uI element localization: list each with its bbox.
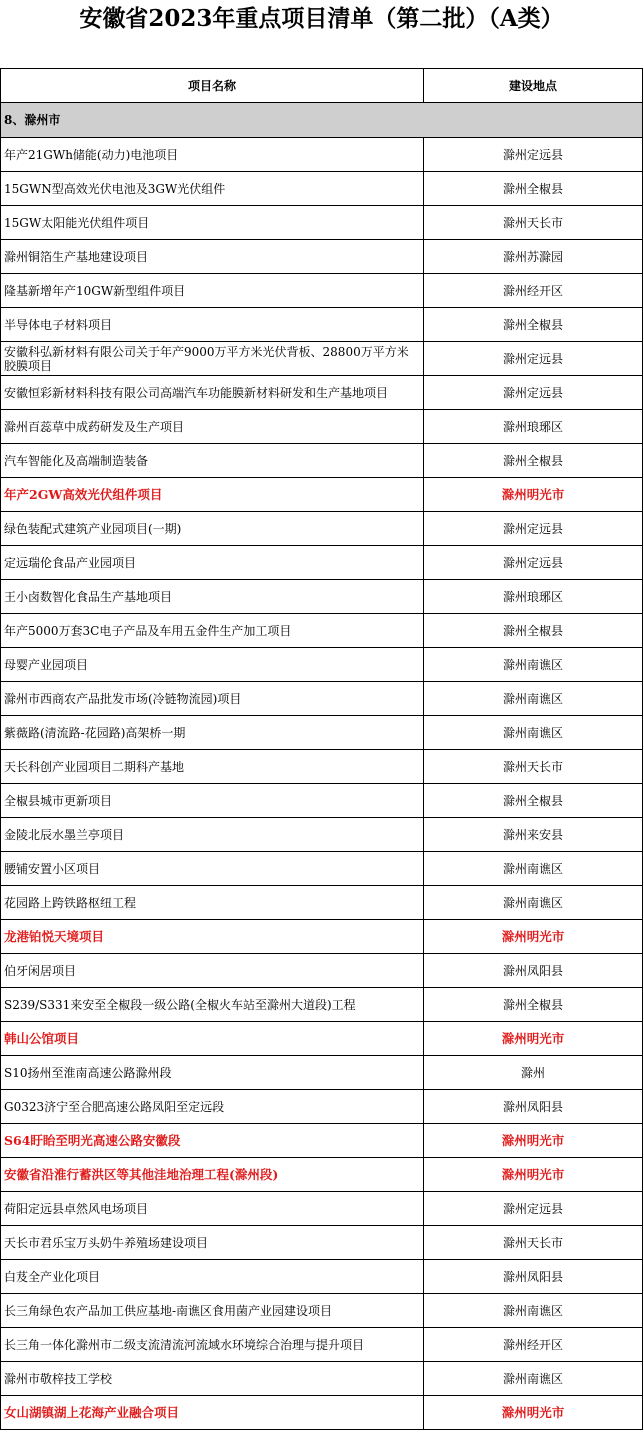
project-name-cell: 王小卤数智化食品生产基地项目 [1, 580, 424, 613]
project-name-cell: 滁州市西商农产品批发市场(冷链物流园)项目 [1, 682, 424, 715]
table-header-row [1, 69, 643, 103]
table-row [1, 172, 643, 206]
project-name-cell: 龙港铂悦天境项目 [1, 920, 424, 953]
table-row [1, 342, 643, 376]
project-name-cell: 荷阳定远县卓然风电场项目 [1, 1192, 424, 1225]
location-cell: 滁州南谯区 [424, 648, 643, 681]
table-row [1, 1328, 643, 1362]
project-name-cell: 滁州铜箔生产基地建设项目 [1, 240, 424, 273]
location-cell: 滁州定远县 [424, 342, 643, 375]
table-row [1, 376, 643, 410]
table-row [1, 1396, 643, 1430]
table-row [1, 580, 643, 614]
project-name-cell: 伯牙闲居项目 [1, 954, 424, 987]
location-cell: 滁州天长市 [424, 206, 643, 239]
table-row [1, 1294, 643, 1328]
table-row [1, 478, 643, 512]
location-cell: 滁州南谯区 [424, 1294, 643, 1327]
location-cell: 滁州琅琊区 [424, 580, 643, 613]
project-name-cell: 天长科创产业园项目二期科产基地 [1, 750, 424, 783]
location-cell: 滁州南谯区 [424, 1362, 643, 1395]
table-row [1, 410, 643, 444]
location-cell: 滁州全椒县 [424, 444, 643, 477]
project-name-cell: 定远瑞伦食品产业园项目 [1, 546, 424, 579]
project-name-cell: S10扬州至淮南高速公路滁州段 [1, 1056, 424, 1089]
location-cell: 滁州凤阳县 [424, 954, 643, 987]
location-cell: 滁州定远县 [424, 512, 643, 545]
location-cell: 滁州 [424, 1056, 643, 1089]
project-name-cell: 年产21GWh储能(动力)电池项目 [1, 138, 424, 171]
project-name-cell: 15GW太阳能光伏组件项目 [1, 206, 424, 239]
table-row [1, 988, 643, 1022]
table-row [1, 546, 643, 580]
table-row [1, 274, 643, 308]
table-row [1, 1124, 643, 1158]
table-row [1, 512, 643, 546]
project-name-cell: 安徽恒彩新材料科技有限公司高端汽车功能膜新材料研发和生产基地项目 [1, 376, 424, 409]
column-header-location: 建设地点 [424, 69, 643, 102]
location-cell: 滁州明光市 [424, 478, 643, 511]
table-row [1, 614, 643, 648]
project-name-cell: 紫薇路(清流路-花园路)高架桥一期 [1, 716, 424, 749]
table-row [1, 886, 643, 920]
table-row [1, 682, 643, 716]
table-row [1, 716, 643, 750]
table-row [1, 1260, 643, 1294]
location-cell: 滁州全椒县 [424, 308, 643, 341]
location-cell: 滁州苏滁园 [424, 240, 643, 273]
section-row [1, 103, 643, 138]
table-row [1, 1022, 643, 1056]
location-cell: 滁州定远县 [424, 138, 643, 171]
location-cell: 滁州经开区 [424, 274, 643, 307]
project-table [0, 68, 643, 1430]
location-cell: 滁州南谯区 [424, 716, 643, 749]
location-cell: 滁州凤阳县 [424, 1260, 643, 1293]
table-row [1, 1226, 643, 1260]
project-name-cell: 绿色装配式建筑产业园项目(一期) [1, 512, 424, 545]
table-row [1, 138, 643, 172]
location-cell: 滁州定远县 [424, 376, 643, 409]
project-name-cell: 年产2GW高效光伏组件项目 [1, 478, 424, 511]
project-name-cell: 花园路上跨铁路枢纽工程 [1, 886, 424, 919]
table-row [1, 648, 643, 682]
project-name-cell: 白芨全产业化项目 [1, 1260, 424, 1293]
location-cell: 滁州定远县 [424, 1192, 643, 1225]
table-body [1, 138, 643, 1430]
table-row [1, 1192, 643, 1226]
column-header-name: 项目名称 [1, 69, 424, 102]
table-row [1, 1362, 643, 1396]
location-cell: 滁州明光市 [424, 1396, 643, 1429]
table-row [1, 1158, 643, 1192]
project-name-cell: S64盱眙至明光高速公路安徽段 [1, 1124, 424, 1157]
project-name-cell: 长三角绿色农产品加工供应基地-南谯区食用菌产业园建设项目 [1, 1294, 424, 1327]
project-name-cell: S239/S331来安至全椒段一级公路(全椒火车站至滁州大道段)工程 [1, 988, 424, 1021]
location-cell: 滁州全椒县 [424, 614, 643, 647]
project-name-cell: 汽车智能化及高端制造装备 [1, 444, 424, 477]
table-row [1, 206, 643, 240]
project-name-cell: 半导体电子材料项目 [1, 308, 424, 341]
table-row [1, 1090, 643, 1124]
location-cell: 滁州全椒县 [424, 172, 643, 205]
project-name-cell: 母婴产业园项目 [1, 648, 424, 681]
location-cell: 滁州明光市 [424, 1124, 643, 1157]
project-name-cell: 安徽科弘新材料有限公司关于年产9000万平方米光伏背板、28800万平方米胶膜项目 [1, 342, 424, 375]
location-cell: 滁州天长市 [424, 750, 643, 783]
location-cell: 滁州明光市 [424, 920, 643, 953]
location-cell: 滁州南谯区 [424, 886, 643, 919]
table-row [1, 240, 643, 274]
project-name-cell: 安徽省沿淮行蓄洪区等其他洼地治理工程(滁州段) [1, 1158, 424, 1191]
table-row [1, 852, 643, 886]
location-cell: 滁州凤阳县 [424, 1090, 643, 1123]
project-name-cell: 滁州市敬梓技工学校 [1, 1362, 424, 1395]
location-cell: 滁州琅琊区 [424, 410, 643, 443]
table-row [1, 920, 643, 954]
project-name-cell: 年产5000万套3C电子产品及车用五金件生产加工项目 [1, 614, 424, 647]
project-name-cell: 滁州百蕊草中成药研发及生产项目 [1, 410, 424, 443]
project-name-cell: 天长市君乐宝万头奶牛养殖场建设项目 [1, 1226, 424, 1259]
project-name-cell: 韩山公馆项目 [1, 1022, 424, 1055]
project-name-cell: 隆基新增年产10GW新型组件项目 [1, 274, 424, 307]
table-row [1, 444, 643, 478]
page-title: 安徽省2023年重点项目清单（第二批）（A类） [79, 5, 564, 32]
location-cell: 滁州明光市 [424, 1158, 643, 1191]
project-name-cell: 全椒县城市更新项目 [1, 784, 424, 817]
project-name-cell: 腰铺安置小区项目 [1, 852, 424, 885]
project-name-cell: 金陵北辰水墨兰亭项目 [1, 818, 424, 851]
table-row [1, 750, 643, 784]
section-label: 8、滁州市 [1, 103, 643, 137]
location-cell: 滁州全椒县 [424, 988, 643, 1021]
location-cell: 滁州南谯区 [424, 852, 643, 885]
table-row [1, 818, 643, 852]
table-row [1, 784, 643, 818]
table-row [1, 308, 643, 342]
location-cell: 滁州经开区 [424, 1328, 643, 1361]
location-cell: 滁州定远县 [424, 546, 643, 579]
table-row [1, 1056, 643, 1090]
table-row [1, 954, 643, 988]
project-name-cell: 15GWN型高效光伏电池及3GW光伏组件 [1, 172, 424, 205]
project-name-cell: G0323济宁至合肥高速公路凤阳至定远段 [1, 1090, 424, 1123]
location-cell: 滁州天长市 [424, 1226, 643, 1259]
location-cell: 滁州南谯区 [424, 682, 643, 715]
project-name-cell: 长三角一体化滁州市二级支流清流河流域水环境综合治理与提升项目 [1, 1328, 424, 1361]
project-name-cell: 女山湖镇湖上花海产业融合项目 [1, 1396, 424, 1429]
location-cell: 滁州来安县 [424, 818, 643, 851]
location-cell: 滁州全椒县 [424, 784, 643, 817]
location-cell: 滁州明光市 [424, 1022, 643, 1055]
